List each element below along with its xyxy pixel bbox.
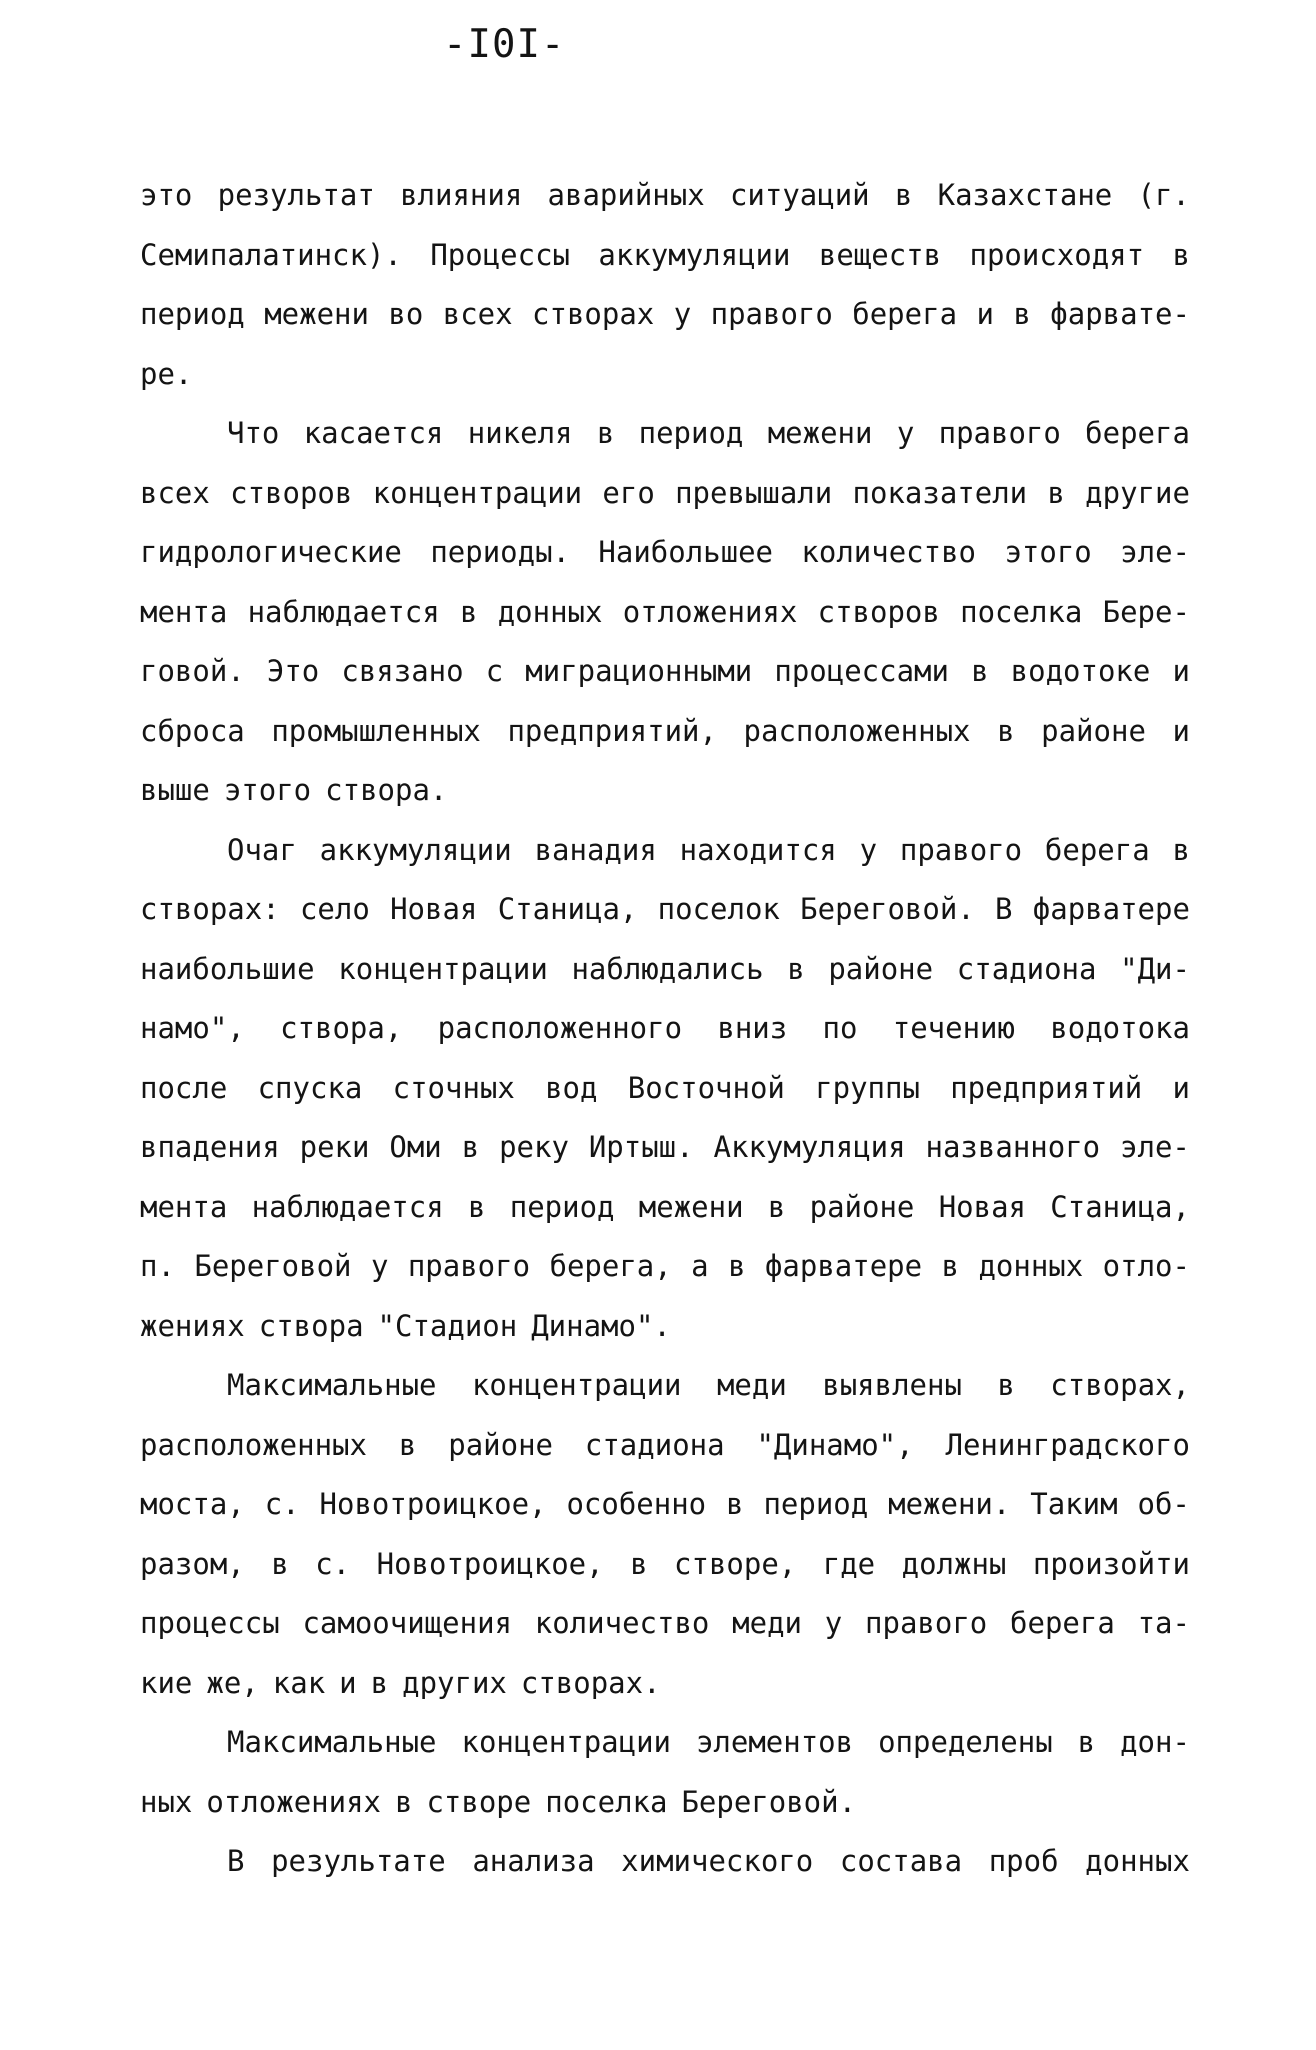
word: этого	[1004, 535, 1092, 569]
word: Восточной	[627, 1070, 785, 1105]
word: эле-	[1120, 1130, 1190, 1164]
word: в	[971, 654, 989, 688]
word: период	[638, 416, 744, 450]
word: химического	[621, 1844, 814, 1878]
word: элементов	[695, 1725, 854, 1759]
word: аккумуляции	[598, 237, 791, 272]
word: Казахстане	[937, 178, 1113, 212]
word: фарватере	[1032, 892, 1190, 926]
word: меди	[732, 1606, 802, 1640]
word: районе	[809, 1189, 915, 1224]
word: самоочищения	[302, 1606, 512, 1640]
word: в	[1172, 237, 1190, 272]
word: поселок	[657, 892, 780, 926]
word: створах.	[520, 1665, 661, 1700]
word: его	[602, 475, 655, 510]
word: мента	[140, 1189, 228, 1224]
word: наибольшие	[140, 951, 315, 986]
word: правого	[899, 832, 1023, 867]
word: (г.	[1137, 178, 1190, 212]
word: в	[459, 594, 478, 629]
word: в	[941, 1249, 960, 1283]
text-line	[140, 1416, 1190, 1476]
word: произойти	[1032, 1546, 1190, 1581]
text-line	[140, 1832, 1190, 1892]
word: названного	[925, 1130, 1101, 1164]
word: створах	[532, 297, 655, 331]
word: вниз	[717, 1011, 788, 1045]
word: в	[1013, 297, 1031, 331]
word: в	[997, 713, 1015, 748]
word: реки	[299, 1130, 370, 1164]
text-line	[140, 1178, 1190, 1238]
word: впадения	[140, 1130, 280, 1164]
word: сброса	[140, 713, 245, 748]
word: Семипалатинск).	[140, 237, 402, 272]
word: донных	[1085, 1844, 1190, 1878]
word: аккумуляции	[319, 832, 512, 867]
word: где	[822, 1546, 876, 1581]
word: концентрации	[461, 1725, 671, 1759]
word: межени	[638, 1189, 744, 1224]
word: миграционными	[525, 654, 753, 688]
word: створов	[230, 475, 353, 510]
text-line	[140, 166, 1190, 226]
word: берега,	[549, 1249, 672, 1283]
word: у	[824, 1606, 843, 1640]
word: группы	[815, 1070, 920, 1105]
text-line	[140, 523, 1190, 583]
word: Станица,	[497, 892, 638, 926]
word: концентрации	[338, 951, 548, 986]
word: в	[370, 1665, 389, 1700]
word: Береговой	[194, 1249, 352, 1283]
word: фарватере	[764, 1249, 923, 1283]
word: Оми	[389, 1130, 442, 1164]
word: количество	[534, 1606, 710, 1640]
word: жениях	[140, 1308, 245, 1343]
word: говой.	[140, 654, 245, 688]
word: и	[339, 1665, 357, 1700]
word: ванадия	[534, 832, 657, 867]
word: Бере-	[1102, 594, 1190, 629]
word: донных	[497, 594, 603, 629]
word: Аккумуляция	[713, 1130, 906, 1164]
text-line	[140, 404, 1190, 464]
word: в	[767, 1189, 786, 1224]
word: превышали	[675, 475, 833, 510]
word: происходят	[969, 237, 1145, 272]
word: в	[461, 1130, 480, 1164]
word: правого	[865, 1606, 988, 1640]
word: Очаг	[227, 832, 297, 867]
word: В	[227, 1844, 245, 1878]
word: мента	[140, 594, 228, 629]
word: стадиона	[584, 1427, 725, 1462]
word: это	[140, 178, 193, 212]
word: с	[485, 654, 504, 688]
word: Что	[227, 416, 280, 450]
word: Максимальные	[227, 1368, 437, 1402]
word: Новая	[390, 892, 478, 926]
word: процессами	[774, 654, 949, 688]
word: в	[787, 951, 805, 986]
word: должны	[901, 1546, 1007, 1581]
word: у	[370, 1249, 389, 1283]
word: берега	[852, 297, 958, 331]
word: концентрации	[471, 1368, 682, 1402]
word: связано	[341, 654, 464, 688]
text-line	[140, 1475, 1190, 1535]
word: створах:	[140, 892, 280, 926]
word: выявлены	[822, 1368, 962, 1402]
word: наблюдается	[251, 1189, 444, 1224]
word: Иртыш.	[588, 1130, 694, 1164]
word: промышленных	[271, 713, 481, 748]
word: в	[467, 1189, 486, 1224]
word: у	[673, 297, 692, 331]
text-line	[140, 1535, 1190, 1595]
word: стадиона	[956, 951, 1097, 986]
word: определены	[878, 1725, 1053, 1759]
word: другие	[1085, 475, 1190, 510]
word: в	[596, 416, 615, 450]
word: створов	[817, 594, 940, 629]
word: Таким	[1030, 1487, 1118, 1521]
word: у	[896, 416, 915, 450]
word: вод	[545, 1070, 598, 1105]
word: Новая	[938, 1189, 1026, 1224]
text-line	[140, 1773, 1190, 1833]
text-line	[140, 1356, 1190, 1416]
word: та-	[1137, 1606, 1190, 1640]
word: и	[1172, 1070, 1190, 1105]
word: у	[859, 832, 878, 867]
word: намо",	[140, 1011, 245, 1045]
word: результат	[217, 178, 375, 212]
word: донных	[978, 1249, 1084, 1283]
word: касается	[303, 416, 444, 450]
word: моста,	[140, 1487, 245, 1521]
word: "Ди-	[1120, 951, 1190, 986]
word: в	[726, 1487, 744, 1521]
word: село	[299, 892, 370, 926]
word: "Динамо",	[756, 1427, 914, 1462]
word: во	[388, 297, 424, 331]
word: аварийных	[547, 178, 705, 212]
word: фарвате-	[1050, 297, 1190, 331]
word: же,	[206, 1665, 259, 1700]
text-line	[140, 285, 1190, 345]
word: створа	[258, 1308, 364, 1343]
word: предприятий,	[507, 713, 717, 748]
text-line	[140, 761, 1190, 821]
word: с.	[315, 1546, 351, 1581]
text-line	[140, 345, 1190, 405]
word: Береговой.	[800, 892, 975, 926]
word: гидрологические	[140, 535, 402, 569]
word: в	[728, 1249, 746, 1283]
word: берега	[1044, 832, 1150, 867]
word: створе	[426, 1784, 532, 1819]
word: створе,	[674, 1546, 797, 1581]
word: наблюдается	[247, 594, 440, 629]
page-number: -I0I-	[443, 22, 566, 67]
text-line	[140, 642, 1190, 702]
word: п.	[140, 1249, 175, 1283]
word: а	[691, 1249, 709, 1283]
word: и	[1172, 654, 1190, 688]
word: находится	[679, 832, 837, 867]
word: "Стадион	[377, 1308, 518, 1343]
word: Береговой.	[681, 1784, 857, 1819]
word: районе	[1041, 713, 1146, 748]
word: водотока	[1050, 1011, 1190, 1045]
word: концентрации	[372, 475, 583, 510]
word: особенно	[566, 1487, 707, 1521]
word: в	[1047, 475, 1065, 510]
text-line	[140, 821, 1190, 881]
word: спуска	[257, 1070, 363, 1105]
word: створах,	[1050, 1368, 1190, 1402]
word: и	[1172, 713, 1190, 748]
word: отложениях	[206, 1784, 381, 1819]
word: разом,	[140, 1546, 245, 1581]
text-line	[140, 1297, 1190, 1357]
word: межени.	[888, 1487, 1011, 1521]
word: дон-	[1120, 1725, 1190, 1759]
word: течению	[892, 1011, 1015, 1045]
word: межени	[264, 297, 369, 331]
word: отло-	[1102, 1249, 1190, 1283]
body-text	[140, 166, 1190, 1892]
text-line	[140, 702, 1190, 762]
text-line	[140, 1713, 1190, 1773]
text-line	[140, 1594, 1190, 1654]
word: створа,	[280, 1011, 403, 1045]
word: Новотроицкое,	[376, 1546, 604, 1581]
word: поселка	[545, 1784, 668, 1819]
word: районе	[448, 1427, 553, 1462]
word: берега	[1010, 1606, 1115, 1640]
word: как	[272, 1665, 326, 1700]
word: отложениях	[622, 594, 798, 629]
text-line	[140, 1059, 1190, 1119]
word: Станица,	[1050, 1189, 1190, 1224]
word: веществ	[818, 237, 942, 272]
word: берега	[1085, 416, 1190, 450]
word: процессы	[140, 1606, 280, 1640]
word: с.	[264, 1487, 300, 1521]
word: Максимальные	[227, 1725, 437, 1759]
word: после	[140, 1070, 228, 1105]
text-line	[140, 1237, 1190, 1297]
word: результате	[271, 1844, 446, 1878]
word: правого	[407, 1249, 531, 1283]
word: в	[395, 1784, 413, 1819]
word: Динамо".	[531, 1308, 671, 1343]
word: и	[976, 297, 994, 331]
word: районе	[828, 951, 934, 986]
word: эле-	[1120, 535, 1190, 569]
word: расположенных	[743, 713, 971, 748]
word: анализа	[472, 1844, 595, 1878]
word: реку	[499, 1130, 569, 1164]
word: ных	[140, 1784, 193, 1819]
word: водотоке	[1010, 654, 1151, 688]
word: Ленинградского	[945, 1427, 1190, 1462]
word: других	[402, 1665, 507, 1700]
word: в	[894, 178, 913, 212]
word: расположенного	[437, 1011, 683, 1045]
word: предприятий	[950, 1070, 1143, 1105]
word: Новотроицкое,	[319, 1487, 547, 1521]
word: количество	[801, 535, 977, 569]
text-line	[140, 464, 1190, 524]
word: межени	[767, 416, 873, 450]
word: меди	[716, 1368, 787, 1402]
word: периоды.	[430, 535, 570, 569]
word: период	[509, 1189, 615, 1224]
word: по	[822, 1011, 858, 1045]
word: Наибольшее	[598, 535, 774, 569]
word: в	[398, 1427, 417, 1462]
word: этого	[223, 773, 312, 807]
text-line	[140, 880, 1190, 940]
word: кие	[140, 1665, 193, 1700]
word: в	[630, 1546, 648, 1581]
text-line	[140, 583, 1190, 643]
word: правого	[938, 416, 1061, 450]
word: ситуаций	[729, 178, 870, 212]
word: всех	[140, 475, 210, 510]
text-line	[140, 1118, 1190, 1178]
word: расположенных	[140, 1427, 367, 1462]
word: в	[1077, 1725, 1096, 1759]
word: Процессы	[430, 237, 570, 272]
word: период	[763, 1487, 869, 1521]
word: наблюдались	[571, 951, 764, 986]
word: всех	[442, 297, 513, 331]
text-line	[140, 226, 1190, 286]
text-line	[140, 999, 1190, 1059]
word: об-	[1137, 1487, 1190, 1521]
word: выше	[140, 773, 210, 807]
word: Это	[266, 654, 320, 688]
word: створа.	[325, 773, 448, 807]
word: проб	[988, 1844, 1059, 1878]
word: период	[140, 297, 245, 331]
word: в	[1172, 832, 1190, 867]
word: показатели	[852, 475, 1028, 510]
word: ре.	[140, 356, 193, 391]
word: сточных	[392, 1070, 515, 1105]
word: влияния	[400, 178, 523, 212]
text-line	[140, 1654, 1190, 1714]
text-line	[140, 940, 1190, 1000]
word: правого	[710, 297, 833, 331]
word: состава	[839, 1844, 963, 1878]
word: поселка	[960, 594, 1083, 629]
word: В	[995, 892, 1013, 926]
word: никеля	[467, 416, 573, 450]
word: в	[997, 1368, 1015, 1402]
word: в	[271, 1546, 289, 1581]
